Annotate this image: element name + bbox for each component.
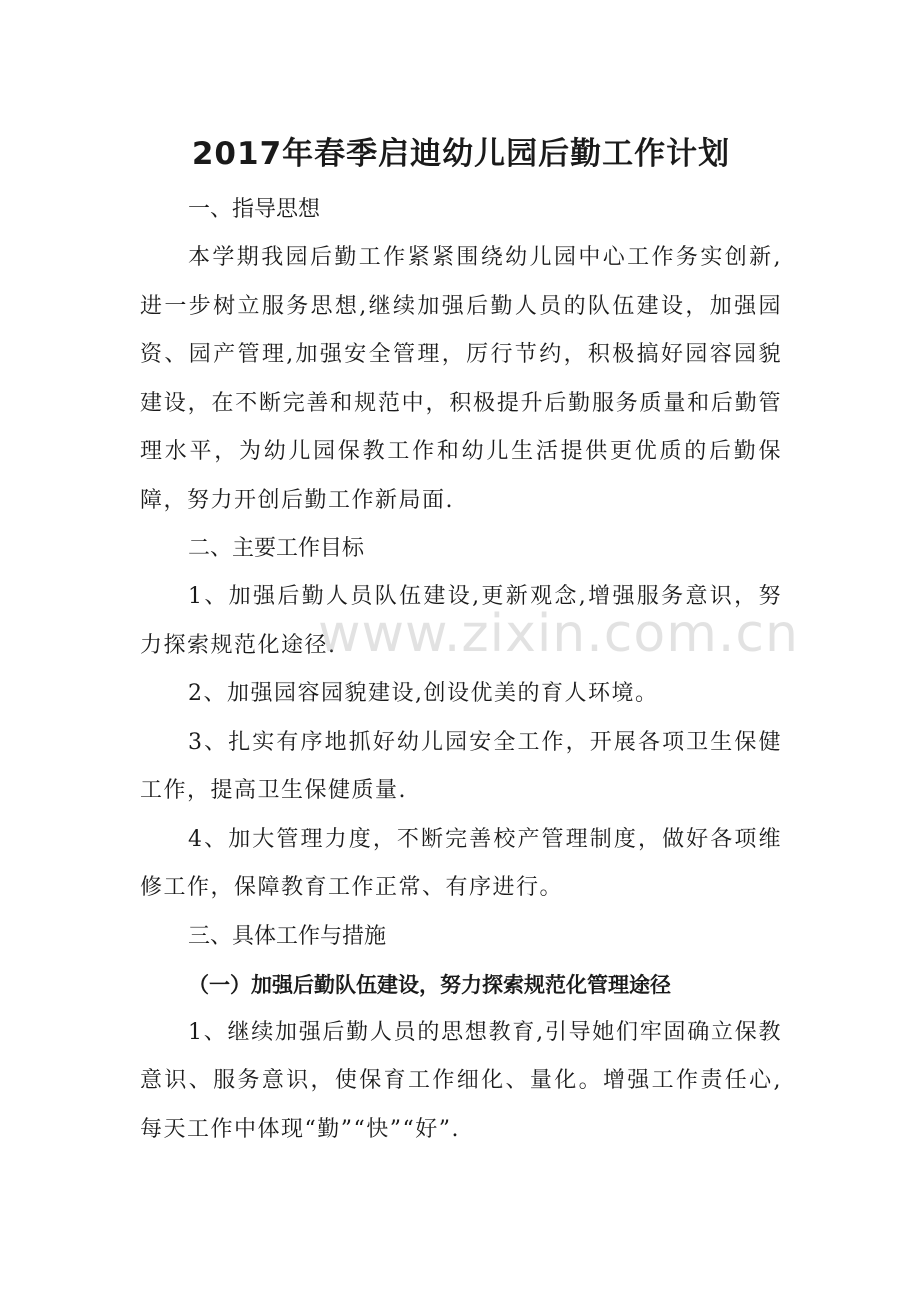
goal-item-3: 3、扎实有序地抓好幼儿园安全工作，开展各项卫生保健工作，提高卫生保健质量.	[140, 729, 782, 803]
paragraph-guiding-ideology: 本学期我园后勤工作紧紧围绕幼儿园中心工作务实创新,进一步树立服务思想,继续加强后勤人员的队伍建设，加强园资、园产管理,加强安全管理，厉行节约，积极搞好园容园貌建设，在不断完善和规范中，积极提升后勤服务质量和后勤管理水平，为幼儿园保教工作和幼儿生活提供更优质的后勤保障，努力开创后勤工作新局面.	[140, 245, 782, 513]
goal-item-2: 2、加强园容园貌建设,创设优美的育人环境。	[188, 681, 659, 706]
watermark: www.zixin.com.cn	[318, 604, 799, 664]
section-heading-measures: 三、具体工作与措施	[188, 923, 387, 949]
section-heading-guiding-ideology: 一、指导思想	[188, 197, 321, 222]
document-page	[140, 128, 782, 1154]
measure-item-1: 1、继续加强后勤人员的思想教育,引导她们牢固确立保教意识、服务意识，使保育工作细化、量化。增强工作责任心,每天工作中体现“勤”“快”“好”.	[140, 1019, 782, 1142]
goal-item-4: 4、加大管理力度，不断完善校产管理制度，做好各项维修工作，保障教育工作正常、有序进行。	[140, 826, 782, 900]
section-heading-main-goals: 二、主要工作目标	[188, 536, 365, 561]
goal-item-1: 1、加强后勤人员队伍建设,更新观念,增强服务意识，努力探索规范化途径.	[140, 584, 782, 658]
document-title: 2017年春季启迪幼儿园后勤工作计划	[191, 136, 731, 172]
subsection-heading-team-building: （一）加强后勤队伍建设，努力探索规范化管理途径	[188, 971, 671, 997]
